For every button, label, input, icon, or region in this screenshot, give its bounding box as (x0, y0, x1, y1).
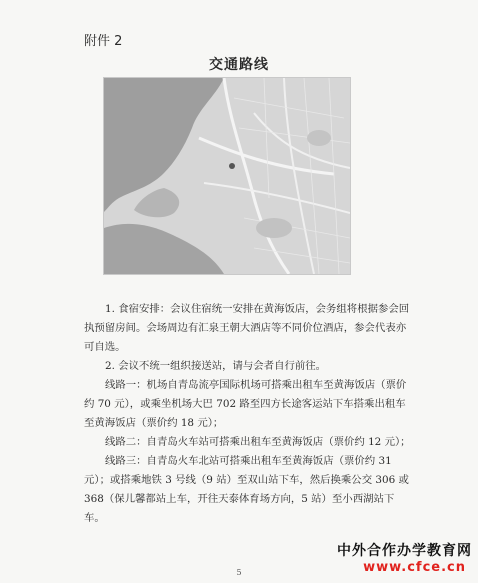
watermark-site-name: 中外合作办学教育网 (337, 543, 472, 559)
paragraph-transfer-note: 2. 会议不统一组织接送站，请与会者自行前往。 (105, 360, 327, 372)
page-number: 5 (236, 568, 242, 577)
paragraph-route-1: 线路一：机场自青岛流亭国际机场可搭乘出租车至黄海饭店（票价约 70 元），或乘坐机场大巴 702 路至四方长途客运站下车搭乘出租车至黄海饭店（票价约 18 元）； (84, 379, 407, 429)
paragraph-route-2: 线路二：自青岛火车站可搭乘出租车至黄海饭店（票价约 12 元）； (105, 436, 411, 448)
body-text (84, 300, 414, 528)
route-map-image (103, 77, 351, 275)
watermark-url: www.cfce.cn (363, 560, 466, 575)
annex-label: 附件 2 (84, 34, 123, 49)
paragraph-route-3: 线路三：自青岛火车北站可搭乘出租车至黄海饭店（票价约 31 元）；或搭乘地铁 3 号线（9 站）至双山站下车，然后换乘公交 306 或 368（保儿馨都站上车，开往天泰体育场方向，5 站）至小西湖站下车。 (84, 455, 409, 524)
paragraph-accommodation: 1. 食宿安排：会议住宿统一安排在黄海饭店，会务组将根据参会回执预留房间。会场周边有汇泉王朝大酒店等不同价位酒店，参会代表亦可自选。 (84, 303, 410, 353)
page-title: 交通路线 (209, 57, 269, 73)
